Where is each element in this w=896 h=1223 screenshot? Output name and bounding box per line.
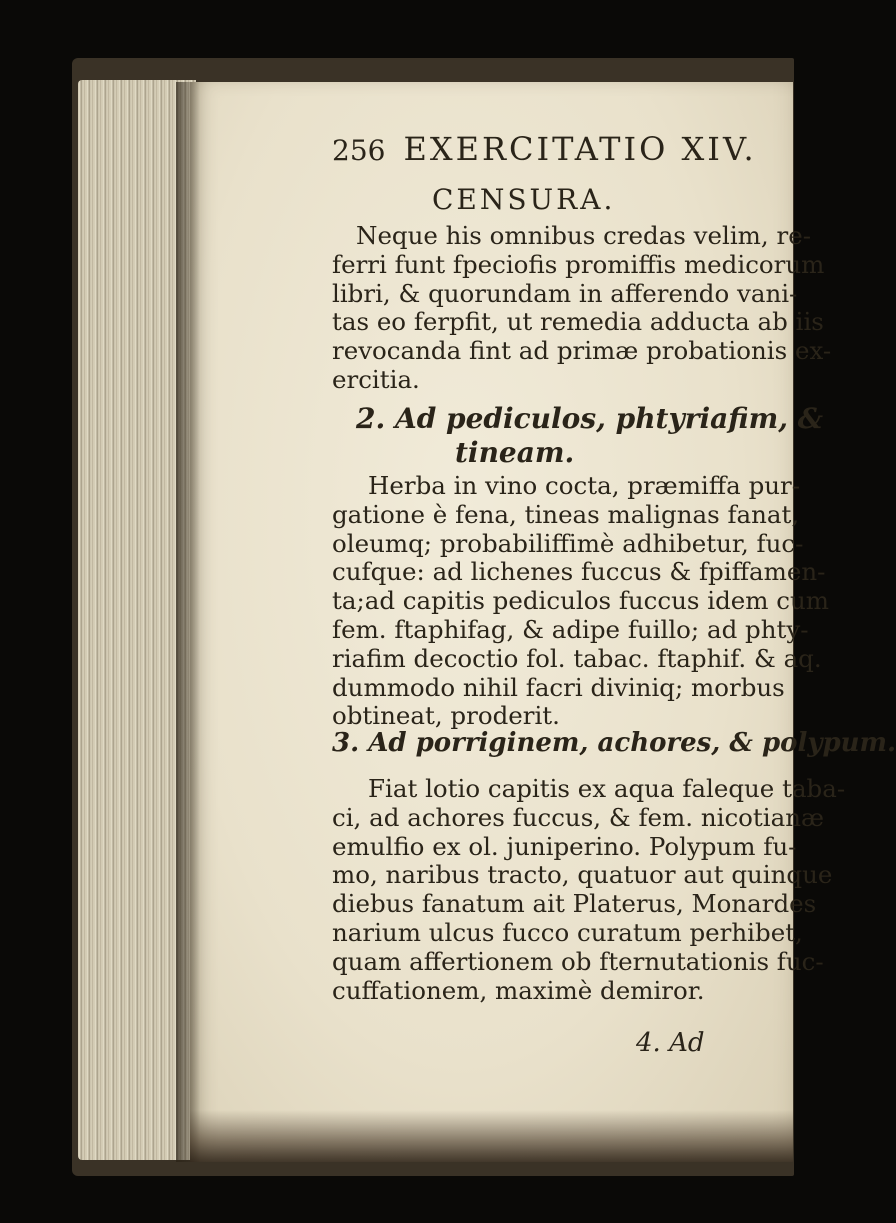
heading-pediculos-cont: tineam. — [455, 436, 575, 469]
text-line: diebus fanatum ait Platerus, Monardes — [332, 889, 817, 919]
text-line: emulfio ex ol. juniperino. Polypum fu- — [332, 831, 797, 861]
text-line: dummodo nihil facri diviniq; morbus — [332, 672, 785, 702]
paragraph-1 — [332, 222, 831, 395]
text-line: ercitia. — [332, 364, 420, 394]
text-line: gatione è fena, tineas malignas fanat, — [332, 499, 800, 529]
text-line: Fiat lotio capitis ex aqua faleque taba- — [368, 774, 846, 803]
running-head — [332, 130, 757, 168]
paragraph-3 — [332, 775, 845, 1005]
page-number: 256 — [332, 134, 386, 167]
text-line: ci, ad achores fuccus, & fem. nicotianæ — [332, 802, 825, 832]
text-line: narium ulcus fucco curatum perhibet, — [332, 917, 803, 947]
running-title: EXERCITATIO XIV. — [403, 130, 757, 168]
paragraph-2 — [332, 472, 829, 731]
heading-porriginem: 3. Ad porriginem, achores, & polypum. — [332, 728, 896, 758]
text-line: oleumq; probabiliffimè adhibetur, fuc- — [332, 528, 804, 558]
text-line: ferri funt fpeciofis promiffis medicorum — [332, 249, 825, 279]
text-line: riafim decoctio fol. tabac. ftaphif. & aq. — [332, 643, 822, 673]
text-line: tas eo ferpfit, ut remedia adducta ab iis — [332, 307, 824, 337]
heading-pediculos: 2. Ad pediculos, phtyriafim, & — [356, 402, 824, 435]
text-line: Herba in vino cocta, præmiffa pur- — [368, 471, 801, 500]
text-line: quam affertionem ob fternutationis fuc- — [332, 946, 824, 976]
text-line: cuffationem, maximè demiror. — [332, 975, 705, 1005]
text-line: obtineat, proderit. — [332, 701, 560, 731]
text-line: revocanda fint ad primæ probationis ex- — [332, 336, 832, 366]
text-line: libri, & quorundam in afferendo vani- — [332, 278, 798, 308]
text-line: ta;ad capitis pediculos fuccus idem cum — [332, 586, 830, 616]
section-title: CENSURA. — [432, 183, 616, 216]
catchword: 4. Ad — [636, 1028, 705, 1058]
text-line: cufque: ad lichenes fuccus & fpiffamen- — [332, 557, 826, 587]
text-line: fem. ftaphifag, & adipe fuillo; ad phty- — [332, 614, 809, 644]
text-line: mo, naribus tracto, quatuor aut quinque — [332, 860, 833, 890]
text-line: Neque his omnibus credas velim, re- — [356, 221, 811, 250]
